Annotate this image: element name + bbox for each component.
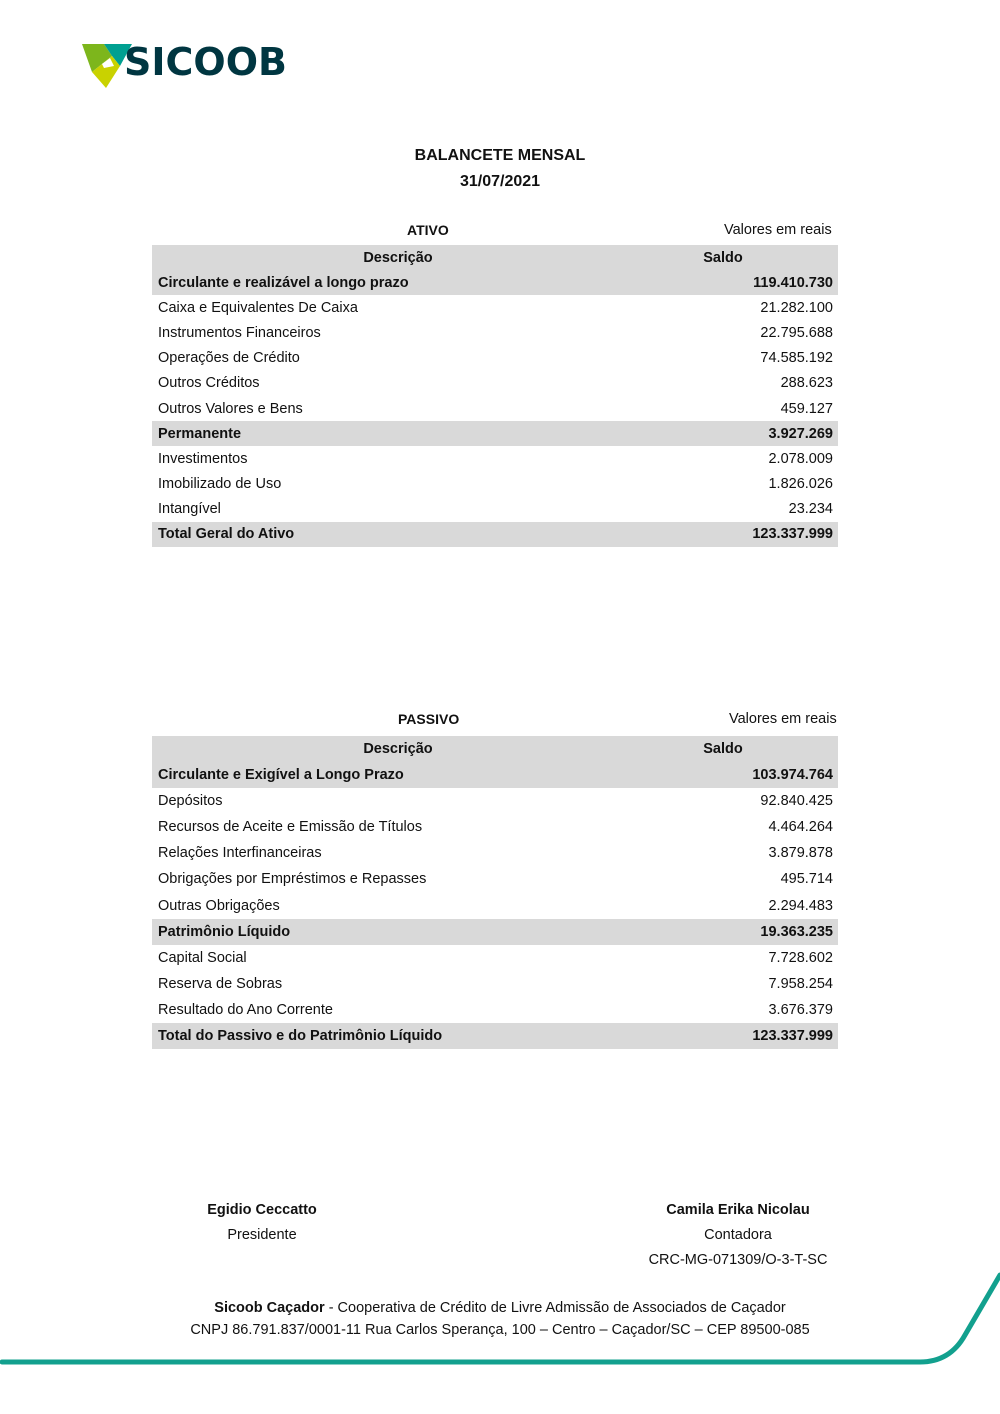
ativo-units-label: Valores em reais (724, 222, 832, 238)
row-description: Recursos de Aceite e Emissão de Títulos (158, 819, 423, 836)
signatory-name: Camila Erika Nicolau (666, 1202, 810, 1218)
row-value: 3.927.269 (768, 425, 833, 442)
sicoob-logo (82, 42, 287, 90)
row-description: Relações Interfinanceiras (158, 845, 322, 862)
ativo-section-title: ATIVO (407, 222, 449, 238)
row-value: 74.585.192 (760, 350, 833, 367)
subtotal-row (152, 1023, 838, 1049)
row-description: Circulante e realizável a longo prazo (158, 274, 409, 291)
table-row (152, 371, 838, 396)
table-header (152, 245, 838, 270)
row-value: 21.282.100 (760, 299, 833, 316)
signatory-role: Contadora (704, 1227, 772, 1243)
row-value: 3.676.379 (768, 1001, 833, 1018)
row-value: 288.623 (780, 375, 833, 392)
table-row (152, 814, 838, 840)
row-description: Intangível (158, 501, 221, 518)
column-header-saldo: Saldo (703, 741, 743, 757)
ativo-table (152, 245, 838, 547)
row-value: 7.728.602 (768, 949, 833, 966)
row-description: Depósitos (158, 793, 223, 810)
row-value: 7.958.254 (768, 975, 833, 992)
signature-president (192, 1198, 332, 1248)
row-description: Operações de Crédito (158, 350, 300, 367)
row-description: Investimentos (158, 450, 248, 467)
row-description: Instrumentos Financeiros (158, 324, 321, 341)
row-description: Resultado do Ano Corrente (158, 1001, 333, 1018)
row-description: Outros Valores e Bens (158, 400, 303, 417)
row-description: Capital Social (158, 949, 247, 966)
subtotal-row (152, 270, 838, 295)
table-header (152, 736, 838, 762)
page-title: BALANCETE MENSAL (414, 147, 586, 164)
subtotal-row (152, 522, 838, 547)
report-date: 31/07/2021 (459, 173, 541, 190)
row-description: Patrimônio Líquido (158, 923, 291, 940)
row-value: 23.234 (788, 501, 833, 518)
row-value: 119.410.730 (753, 274, 833, 291)
row-value: 19.363.235 (760, 923, 833, 940)
table-row (152, 892, 838, 918)
row-description: Outros Créditos (158, 375, 260, 392)
passivo-table (152, 736, 838, 1049)
table-row (152, 472, 838, 497)
decorative-swoosh (0, 1260, 1000, 1380)
passivo-rows (152, 762, 838, 1049)
row-value: 4.464.264 (768, 819, 833, 836)
row-description: Circulante e Exigível a Longo Prazo (158, 767, 404, 784)
column-header-descricao: Descrição (363, 741, 433, 757)
table-row (152, 866, 838, 892)
signatory-name: Egidio Ceccatto (207, 1202, 317, 1218)
row-value: 123.337.999 (752, 1027, 833, 1044)
row-description: Reserva de Sobras (158, 975, 283, 992)
table-row (152, 446, 838, 471)
passivo-units-label: Valores em reais (729, 711, 837, 727)
row-description: Obrigações por Empréstimos e Repasses (158, 871, 427, 888)
table-row (152, 788, 838, 814)
table-row (152, 971, 838, 997)
row-value: 495.714 (780, 871, 833, 888)
table-row (152, 396, 838, 421)
subtotal-row (152, 421, 838, 446)
subtotal-row (152, 762, 838, 788)
row-description: Imobilizado de Uso (158, 476, 282, 493)
table-row (152, 346, 838, 371)
table-row (152, 840, 838, 866)
row-value: 459.127 (780, 400, 833, 417)
row-value: 92.840.425 (760, 793, 833, 810)
footer-address: CNPJ 86.791.837/0001-11 Rua Carlos Sperança, 100 – Centro – Caçador/SC – CEP 89500-085 (190, 1322, 810, 1338)
passivo-section-title: PASSIVO (398, 711, 460, 727)
row-value: 2.294.483 (768, 897, 833, 914)
signatory-registration: CRC-MG-071309/O-3-T-SC (648, 1252, 828, 1268)
row-value: 123.337.999 (752, 526, 833, 543)
row-description: Outras Obrigações (158, 897, 280, 914)
table-row (152, 295, 838, 320)
ativo-rows (152, 270, 838, 547)
column-header-saldo: Saldo (703, 249, 743, 266)
subtotal-row (152, 919, 838, 945)
table-row (152, 945, 838, 971)
row-value: 103.974.764 (752, 767, 833, 784)
footer-org-desc: - Cooperativa de Crédito de Livre Admissão de Associados de Caçador (324, 1300, 786, 1316)
row-value: 1.826.026 (768, 476, 833, 493)
row-description: Total Geral do Ativo (158, 526, 295, 543)
signatory-role: Presidente (227, 1227, 297, 1243)
row-description: Total do Passivo e do Patrimônio Líquido (158, 1027, 443, 1044)
table-row (152, 997, 838, 1023)
row-description: Permanente (158, 425, 242, 442)
row-value: 22.795.688 (760, 324, 833, 341)
row-value: 3.879.878 (768, 845, 833, 862)
row-value: 2.078.009 (768, 450, 833, 467)
column-header-descricao: Descrição (363, 249, 433, 266)
footer-org-name: Sicoob Caçador (214, 1300, 325, 1316)
logo-wordmark: SICOOB (124, 40, 287, 84)
table-row (152, 320, 838, 345)
table-row (152, 497, 838, 522)
row-description: Caixa e Equivalentes De Caixa (158, 299, 358, 316)
